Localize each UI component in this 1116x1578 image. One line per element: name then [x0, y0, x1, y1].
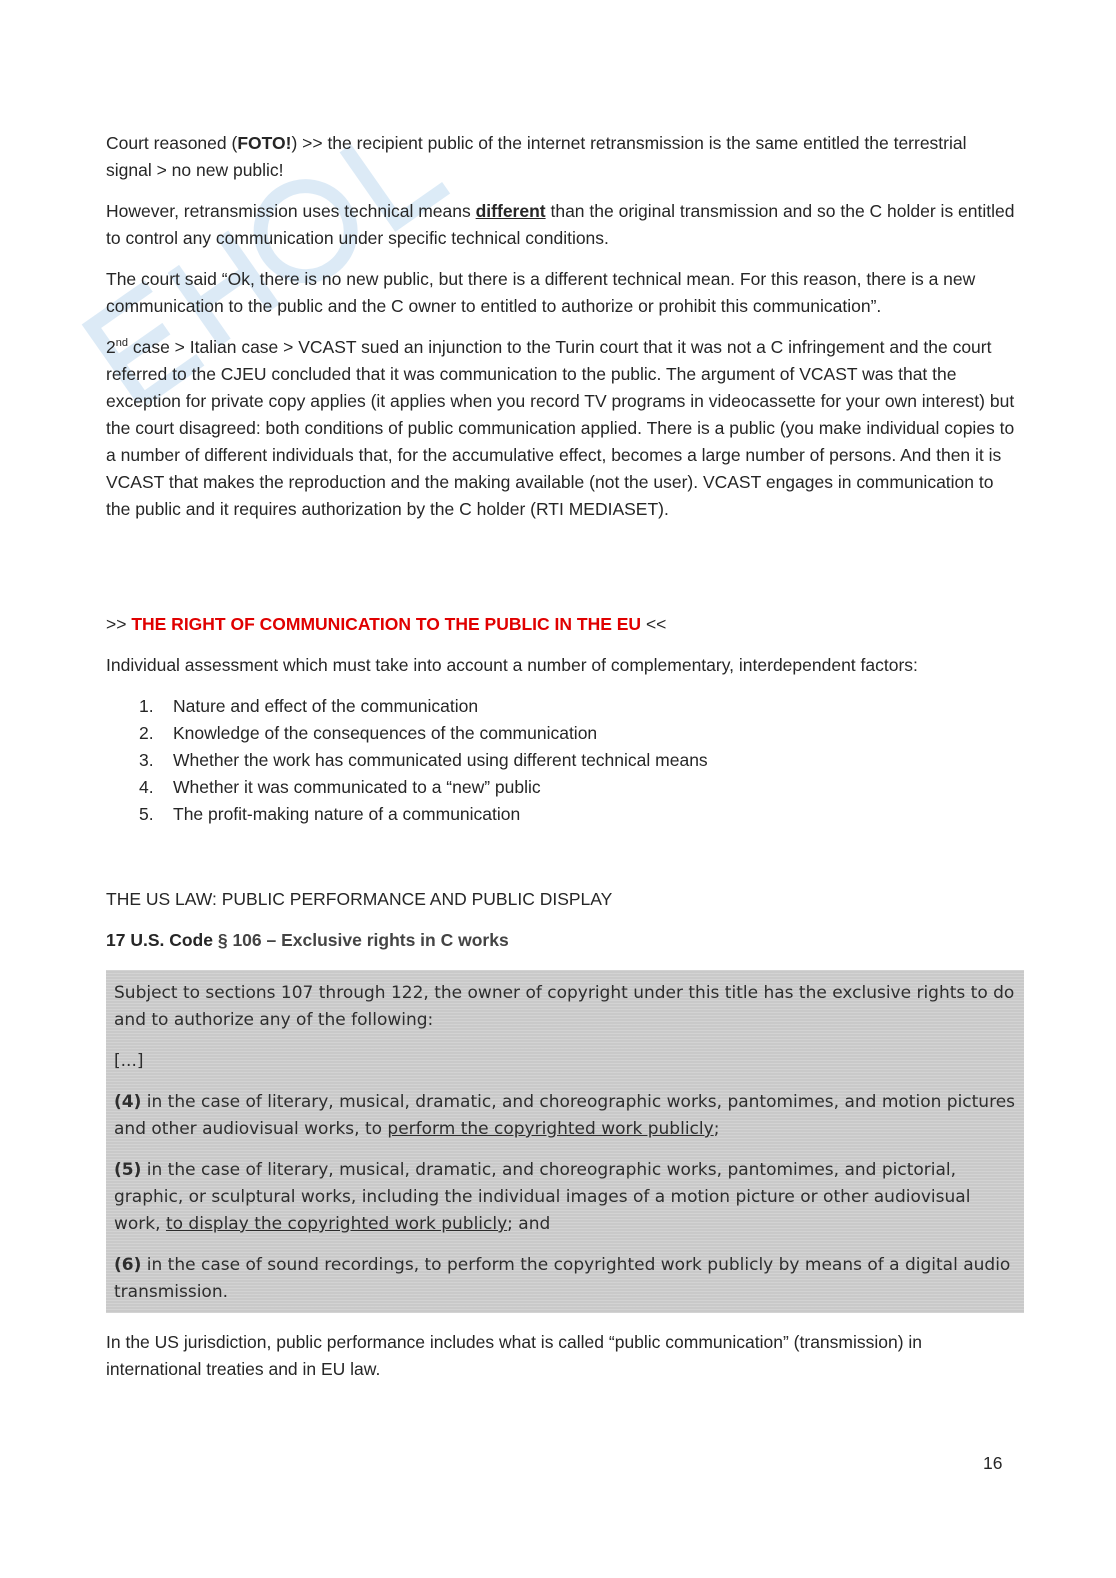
- p1-pre: Court reasoned (: [106, 133, 238, 153]
- paragraph-vcast-case: [106, 334, 1016, 523]
- statute-item-6-text: in the case of sound recordings, to perform the copyrighted work publicly by means of a digital audio transmission.: [114, 1255, 1011, 1302]
- statute-item-5-num: (5): [114, 1160, 142, 1180]
- paragraph-retransmission: [106, 198, 1016, 252]
- us-code-heading: [106, 927, 1016, 954]
- us-heading: THE US LAW: PUBLIC PERFORMANCE AND PUBLIC DISPLAY: [106, 889, 613, 909]
- list-item-number: 3.: [139, 750, 154, 770]
- eu-heading-prefix: >>: [106, 614, 132, 634]
- list-item: [106, 774, 1016, 801]
- page-number: 16: [983, 1453, 1003, 1473]
- p2-post: than the original transmission and so the C holder is entitled to control any communication under specific technical conditions.: [106, 201, 1015, 248]
- assessment-intro: Individual assessment which must take into account a number of complementary, interdependent factors:: [106, 655, 918, 675]
- statute-item-6-num: (6): [114, 1255, 142, 1275]
- list-item: [106, 801, 1016, 828]
- paragraph-court-reasoned: [106, 130, 1016, 184]
- statute-ellipsis: [...]: [114, 1051, 144, 1071]
- list-item: [106, 747, 1016, 774]
- eu-heading: [106, 611, 1016, 638]
- us-code-bold: 17 U.S. Code: [106, 930, 213, 950]
- factors-list: [106, 693, 1016, 828]
- statute-item-4: [114, 1089, 1016, 1143]
- eu-section: [106, 611, 1016, 828]
- list-item-number: 4.: [139, 777, 154, 797]
- p2-underlined: different: [475, 201, 546, 221]
- statute-item-4-underlined: perform the copyrighted work publicly: [387, 1119, 714, 1139]
- statute-photo: [106, 970, 1024, 1313]
- list-item-text: The profit-making nature of a communication: [173, 804, 521, 824]
- p2-pre: However, retransmission uses technical means: [106, 201, 476, 221]
- list-item-text: Whether it was communicated to a “new” public: [173, 777, 541, 797]
- p4-num: 2: [106, 337, 116, 357]
- statute-item-4-post: ;: [713, 1119, 720, 1139]
- p4-rest: case > Italian case > VCAST sued an injunction to the Turin court that it was not a C infringement and the court referred to the CJEU concluded that it was communication to the public. The argument of VCAST was that the exception for private copy applies (it applies when you record TV programs in videocassette for your own interest) but the court disagreed: both conditions of public communication applied. There is a public (you make individual copies to a number of different individuals that, for the accumulative effect, becomes a large number of persons. And then it is VCAST that makes the reproduction and the making available (not the user). VCAST engages in communication to the public and it requires authorization by the C holder (RTI MEDIASET).: [106, 337, 1015, 519]
- body-text: [106, 130, 1016, 523]
- p1-bold: FOTO!: [237, 133, 292, 153]
- closing-section: [106, 1329, 1016, 1383]
- list-item: [106, 720, 1016, 747]
- statute-item-5-underlined: to display the copyrighted work publicly: [165, 1214, 508, 1234]
- list-item-text: Knowledge of the consequences of the communication: [173, 723, 598, 743]
- statute-item-6: [114, 1252, 1016, 1306]
- statute-intro: Subject to sections 107 through 122, the owner of copyright under this title has the exclusive rights to do and to authorize any of the following:: [114, 983, 1015, 1030]
- closing-paragraph: In the US jurisdiction, public performance includes what is called “public communication” (transmission) in international treaties and in EU law.: [106, 1332, 923, 1379]
- list-item-number: 2.: [139, 723, 154, 743]
- statute-item-5: [114, 1157, 1016, 1238]
- p4-sup: nd: [115, 337, 128, 350]
- paragraph-court-said: The court said “Ok, there is no new public, but there is a different technical mean. For this reason, there is a new communication to the public and the C owner to entitled to authorize or prohibit this communication”.: [106, 269, 976, 316]
- p1-post: ) >> the recipient public of the internet retransmission is the same entitled the terrestrial signal > no new public!: [106, 133, 967, 180]
- eu-heading-suffix: <<: [641, 614, 667, 634]
- list-item-text: Nature and effect of the communication: [173, 696, 479, 716]
- eu-heading-title: THE RIGHT OF COMMUNICATION TO THE PUBLIC IN THE EU: [131, 614, 642, 634]
- list-item: [106, 693, 1016, 720]
- statute-item-4-num: (4): [114, 1092, 142, 1112]
- us-section: [106, 886, 1016, 954]
- list-item-number: 5.: [139, 804, 154, 824]
- statute-item-5-pre: in the case of literary, musical, dramatic, and choreographic works, pantomimes, and pictorial, graphic, or sculptural works, including the individual images of a motion picture or other audiovisual work,: [114, 1160, 971, 1234]
- us-code-rest: § 106 – Exclusive rights in C works: [212, 930, 509, 950]
- statute-item-4-pre: in the case of literary, musical, dramatic, and choreographic works, pantomimes, and motion pictures and other audiovisual works, to: [114, 1092, 1016, 1139]
- list-item-number: 1.: [139, 696, 154, 716]
- list-item-text: Whether the work has communicated using different technical means: [173, 750, 708, 770]
- statute-item-5-post: ; and: [507, 1214, 551, 1234]
